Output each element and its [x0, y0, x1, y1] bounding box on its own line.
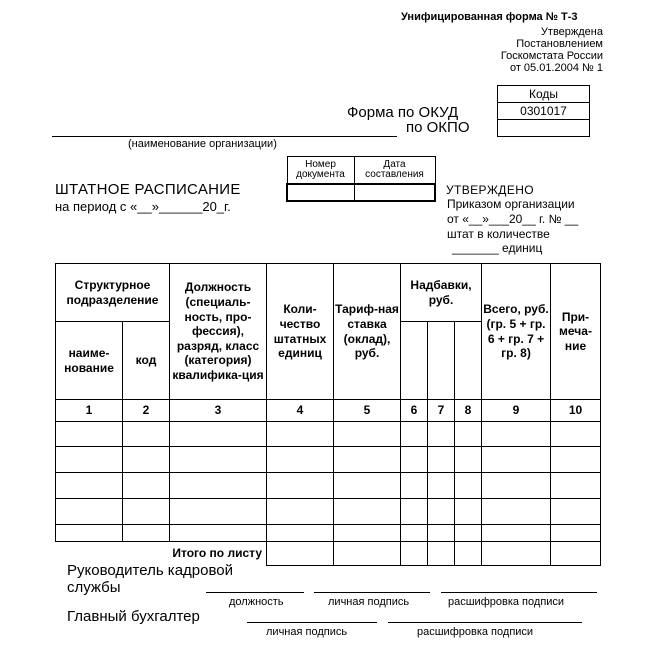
table-cell[interactable]: [56, 422, 123, 447]
table-cell[interactable]: [482, 525, 551, 542]
column-number: 5: [334, 400, 401, 422]
hr-decode-line[interactable]: [441, 592, 597, 593]
hr-head-line1: Руководитель кадровой: [67, 562, 233, 579]
approved-heading: УТВЕРЖДЕНО: [446, 183, 535, 197]
okud-label: Форма по ОКУД: [347, 104, 459, 121]
table-cell[interactable]: [401, 473, 428, 499]
hr-signature-line[interactable]: [314, 592, 430, 593]
table-cell[interactable]: [334, 525, 401, 542]
hr-signature-caption: личная подпись: [328, 596, 410, 608]
header-structural-unit: Структурное подразделение: [56, 264, 170, 322]
column-number: 7: [428, 400, 455, 422]
table-row: [56, 422, 601, 447]
organization-caption: (наименование организации): [128, 138, 277, 150]
doc-date-value[interactable]: [354, 184, 435, 201]
total-cell[interactable]: [482, 542, 551, 566]
approved-units: _______ единиц: [452, 241, 543, 255]
column-number-row: [56, 400, 601, 422]
header-note: При-меча-ние: [551, 264, 601, 400]
table-cell[interactable]: [170, 473, 267, 499]
codes-header-cell: [497, 85, 590, 103]
decree-date: от 05.01.2004 № 1: [509, 62, 603, 74]
total-cell[interactable]: [551, 542, 601, 566]
total-cell[interactable]: [428, 542, 455, 566]
total-label: Итого по листу: [56, 542, 267, 566]
hr-position-caption: должность: [229, 596, 284, 608]
table-cell[interactable]: [123, 525, 170, 542]
acc-decode-caption: расшифровка подписи: [417, 626, 534, 638]
table-row: [56, 473, 601, 499]
approved-text: Утверждена: [540, 26, 603, 38]
header-staff-count: Коли-чество штатных единиц: [267, 264, 334, 400]
okpo-code-cell[interactable]: [497, 119, 590, 137]
table-cell[interactable]: [455, 447, 482, 473]
table-cell[interactable]: [482, 499, 551, 525]
table-cell[interactable]: [428, 473, 455, 499]
approved-staff: штат в количестве: [447, 227, 550, 241]
approved-date: от «__»___20__ г. № __: [447, 212, 579, 226]
table-cell[interactable]: [401, 447, 428, 473]
table-row: [56, 499, 601, 525]
table-cell[interactable]: [551, 473, 601, 499]
table-cell[interactable]: [170, 525, 267, 542]
column-number: 4: [267, 400, 334, 422]
table-cell[interactable]: [401, 525, 428, 542]
table-cell[interactable]: [123, 447, 170, 473]
doc-date-label: Дата составления: [354, 157, 435, 185]
table-row: [56, 525, 601, 542]
hr-head-line2: службы: [67, 579, 121, 596]
okud-code-cell: [497, 102, 590, 120]
decree-text: Постановлением: [516, 38, 603, 50]
document-title: ШТАТНОЕ РАСПИСАНИЕ: [55, 181, 241, 198]
column-number: 8: [455, 400, 482, 422]
table-cell[interactable]: [455, 525, 482, 542]
total-cell[interactable]: [334, 542, 401, 566]
table-cell[interactable]: [56, 447, 123, 473]
column-number: 1: [56, 400, 123, 422]
table-cell[interactable]: [551, 499, 601, 525]
header-tariff-rate: Тариф-ная ставка (оклад), руб.: [334, 264, 401, 400]
table-cell[interactable]: [267, 473, 334, 499]
total-cell[interactable]: [267, 542, 334, 566]
table-cell[interactable]: [170, 447, 267, 473]
table-cell[interactable]: [428, 447, 455, 473]
table-cell[interactable]: [455, 499, 482, 525]
header-total: Всего, руб. (гр. 5 + гр. 6 + гр. 7 + гр. 8): [482, 264, 551, 400]
hr-decode-caption: расшифровка подписи: [448, 596, 565, 608]
table-cell[interactable]: [401, 422, 428, 447]
hr-position-line[interactable]: [206, 592, 304, 593]
column-number: 10: [551, 400, 601, 422]
table-cell[interactable]: [401, 499, 428, 525]
form-name: Унифицированная форма № Т-3: [401, 11, 578, 23]
table-cell[interactable]: [334, 447, 401, 473]
doc-number-label: Номер документа: [287, 157, 354, 185]
table-row: [56, 447, 601, 473]
header-position: Должность (специаль-ность, про-фессия), разряд, класс (категория) квалифика-ция: [170, 264, 267, 400]
table-cell[interactable]: [455, 473, 482, 499]
table-cell[interactable]: [482, 473, 551, 499]
header-bonus-8: [455, 322, 482, 400]
table-cell[interactable]: [56, 525, 123, 542]
table-cell[interactable]: [551, 525, 601, 542]
table-cell[interactable]: [334, 422, 401, 447]
approved-order: Приказом организации: [447, 197, 575, 211]
staff-schedule-table: [55, 263, 601, 566]
table-cell[interactable]: [123, 473, 170, 499]
table-cell[interactable]: [56, 499, 123, 525]
table-cell[interactable]: [267, 525, 334, 542]
table-cell[interactable]: [455, 422, 482, 447]
column-number: 9: [482, 400, 551, 422]
doc-number-value[interactable]: [287, 184, 354, 201]
table-cell[interactable]: [551, 422, 601, 447]
table-cell[interactable]: [428, 525, 455, 542]
document-number-box: [286, 156, 436, 202]
table-cell[interactable]: [56, 473, 123, 499]
period-text: на период с «__»______20_г.: [55, 199, 231, 214]
table-cell[interactable]: [334, 499, 401, 525]
total-cell[interactable]: [401, 542, 428, 566]
acc-signature-caption: личная подпись: [266, 626, 348, 638]
header-bonuses: Надбавки, руб.: [401, 264, 482, 322]
okpo-label: по ОКПО: [406, 119, 470, 136]
acc-decode-line[interactable]: [388, 622, 582, 623]
header-bonus-7: [428, 322, 455, 400]
table-cell[interactable]: [123, 422, 170, 447]
column-number: 2: [123, 400, 170, 422]
agency-text: Госкомстата России: [500, 50, 603, 62]
header-unit-code: код: [123, 322, 170, 400]
acc-signature-line[interactable]: [247, 622, 377, 623]
column-number: 3: [170, 400, 267, 422]
table-cell[interactable]: [170, 422, 267, 447]
organization-line[interactable]: [52, 136, 397, 137]
table-cell[interactable]: [267, 447, 334, 473]
codes-title: Коды: [528, 87, 559, 101]
table-cell[interactable]: [267, 499, 334, 525]
table-cell[interactable]: [123, 499, 170, 525]
table-cell[interactable]: [551, 447, 601, 473]
table-cell[interactable]: [267, 422, 334, 447]
header-unit-name: наиме-нование: [56, 322, 123, 400]
table-cell[interactable]: [334, 473, 401, 499]
chief-accountant-label: Главный бухгалтер: [67, 608, 200, 625]
header-bonus-6: [401, 322, 428, 400]
okud-code-value: 0301017: [520, 104, 567, 118]
table-cell[interactable]: [482, 447, 551, 473]
table-cell[interactable]: [428, 499, 455, 525]
column-number: 6: [401, 400, 428, 422]
table-cell[interactable]: [170, 499, 267, 525]
table-cell[interactable]: [482, 422, 551, 447]
table-cell[interactable]: [428, 422, 455, 447]
total-cell[interactable]: [455, 542, 482, 566]
